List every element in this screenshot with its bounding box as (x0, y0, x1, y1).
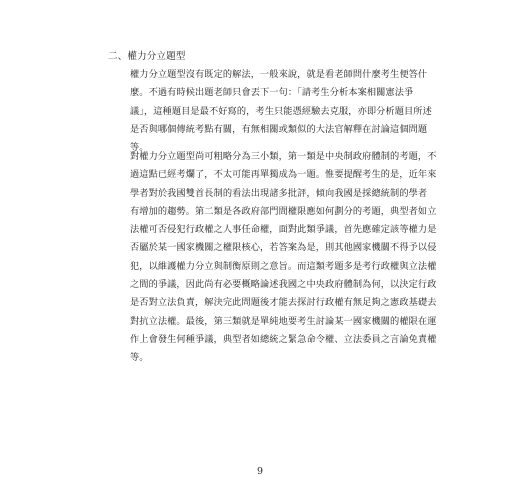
paragraph-line: 等。 (130, 352, 149, 364)
paragraph-line: 議」，這種題目是最不好寫的，考生只能憑經驗去克服，亦即分析題目所述 (130, 105, 432, 117)
section-heading: 二、權力分立題型 (108, 51, 186, 62)
paragraph-line: 否屬於某一國家機關之權限核心，若答案為是，則其他國家機關不得予以侵 (130, 242, 437, 254)
paragraph-line: 作上會發生何種爭議，典型者如總統之緊急命令權、立法委員之言論免責權 (130, 333, 437, 345)
paragraph-line: 法權可否侵犯行政權之人事任命權，面對此類爭議，首先應確定該等權力是 (130, 224, 437, 236)
paragraph-line: 過這點已經考爛了，不太可能再單獨成為一題。惟要提醒考生的是，近年來 (130, 169, 437, 181)
paragraph-2 (130, 148, 437, 368)
paragraph-line: 麼。不過有時候出題老師只會丟下一句：「請考生分析本案相關憲法爭 (130, 87, 414, 99)
paragraph-line: 是否與哪個傳統考點有關，有無相關或類似的大法官解釋在討論這個問題 (130, 123, 428, 135)
paragraph-line: 之間的爭議，因此尚有必要概略論述我國之中央政府體制為何，以決定行政 (130, 279, 437, 291)
paragraph-line: 對抗立法權。最後，第三類就是單純地要考生討論某一國家機關的權限在運 (130, 315, 437, 327)
paragraph-1 (130, 66, 432, 157)
page-number: 9 (256, 466, 264, 477)
paragraph-line: 對權力分立題型尚可粗略分為三小類，第一類是中央制政府體制的考題，不 (130, 151, 437, 162)
paragraph-line: 學者對於我國雙首長制的看法出現諸多批評，傾向我國是採總統制的學者 (130, 187, 428, 199)
paragraph-line: 是否對立法負責，解決完此問題後才能去探討行政權有無足夠之憲政基礎去 (130, 297, 437, 309)
paragraph-line: 權力分立題型沒有既定的解法，一般來說，就是看老師問什麼考生便答什 (130, 69, 428, 80)
paragraph-line: 有增加的趨勢。第二類是各政府部門間權限應如何劃分的考題，典型者如立 (130, 205, 437, 217)
paragraph-line: 犯，以維護權力分立與制衡原則之意旨。而這類考題多是考行政權與立法權 (130, 260, 437, 272)
paragraph-line: 等。 (130, 142, 149, 154)
